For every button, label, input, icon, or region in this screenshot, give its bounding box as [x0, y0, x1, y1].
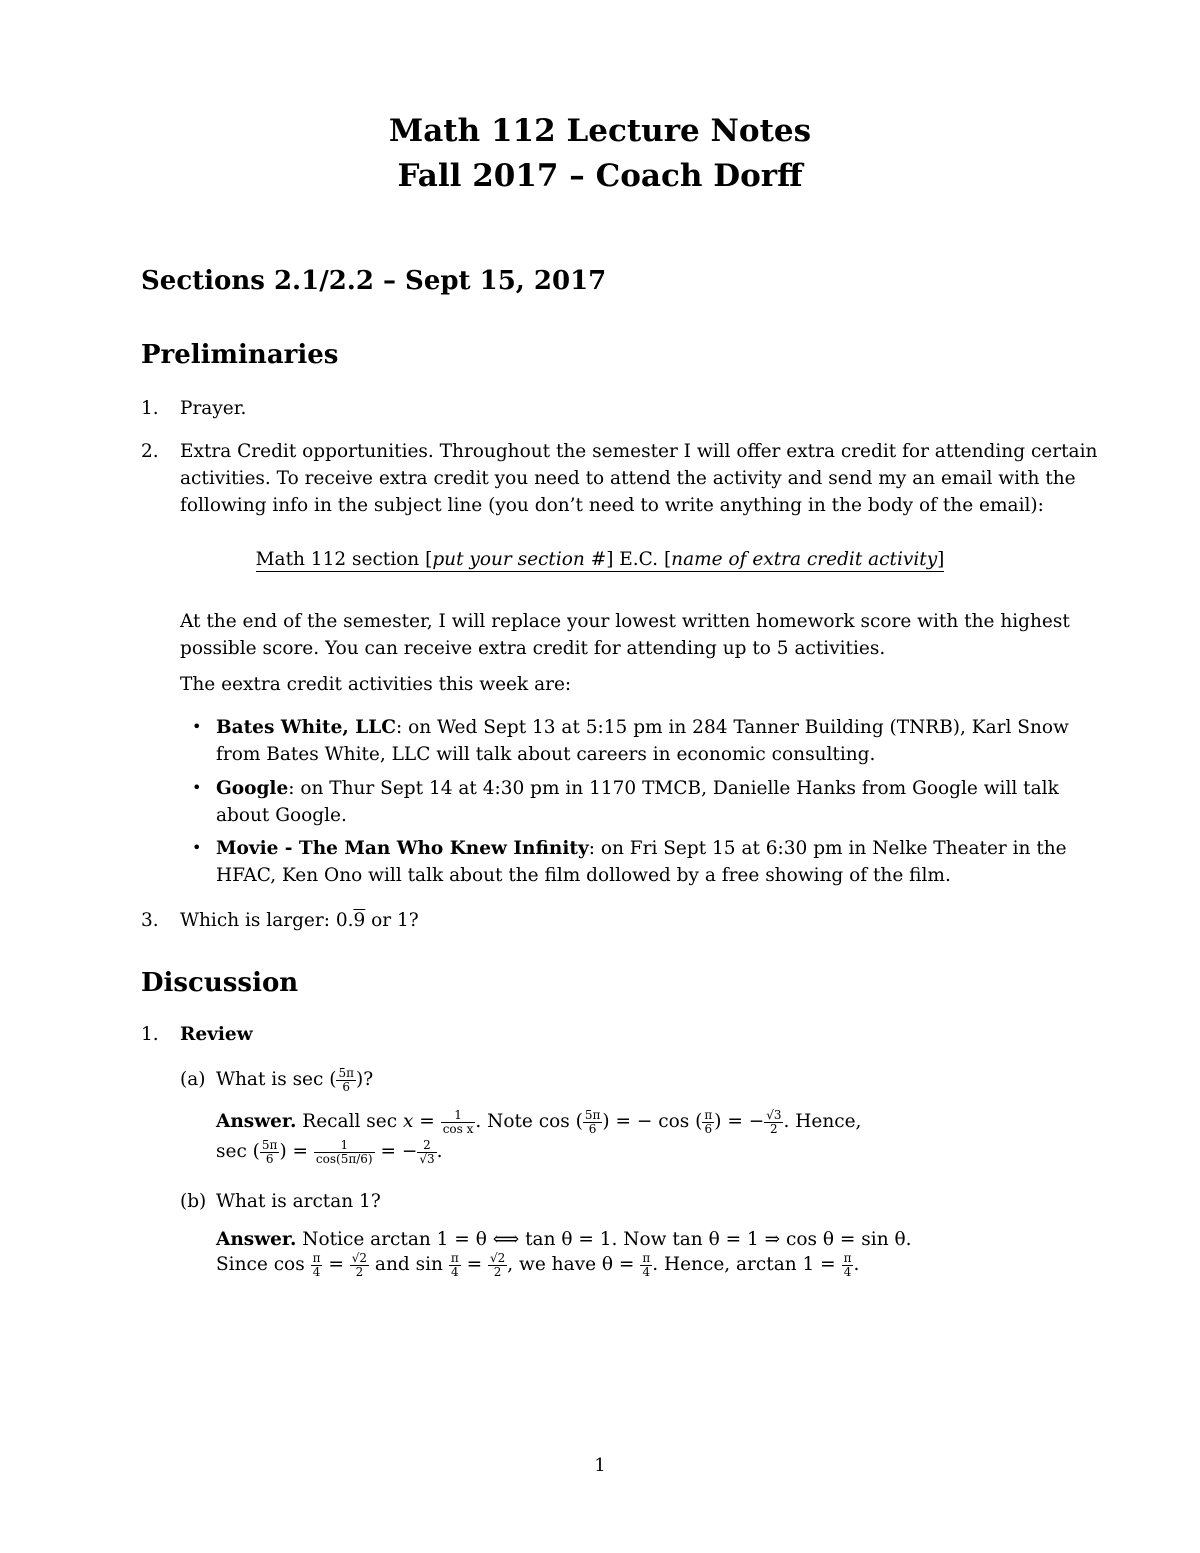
activity-google — [216, 775, 1059, 802]
answer-a-line-1: Answer. Recall sec x = $\frac{1}{\text{cos x}}$ . Note cos ( $\frac{5\pi}{6}$ ) = − cos ( $\frac{\pi}{6}$ ) = − $\frac{√3}{2}$ . Hence, — [216, 1107, 862, 1136]
activity-details: : on Thur Sept 14 at 4:30 pm in 1170 TMCB, Danielle Hanks from Google will talk — [288, 778, 1059, 799]
list-number: 1. — [141, 398, 159, 419]
fraction: $\frac{\pi}{4}$ — [450, 1250, 459, 1279]
fraction: $\frac{2}{√3}$ — [419, 1137, 435, 1166]
answer-a-line-2: sec ( $\frac{5\pi}{6}$ ) = $\frac{1}{\cos(5\pi/6)}$ = − $\frac{2}{√3}$ . — [216, 1137, 443, 1166]
replace-score-line-2: possible score. You can receive extra credit for attending up to 5 activities. — [180, 638, 886, 659]
activity-movie — [216, 835, 1067, 862]
which-larger-suffix: or 1? — [365, 910, 419, 931]
bullet-icon: • — [192, 838, 202, 857]
answer-b-text: Notice arctan 1 = θ ⟺ tan θ = 1. Now tan θ = 1 ⇒ cos θ = sin θ. — [302, 1229, 912, 1250]
fraction: $\frac{5\pi}{6}$ — [338, 1065, 355, 1094]
list-number: 3. — [141, 910, 159, 931]
activity-movie-line-2: HFAC, Ken Ono will talk about the film dollowed by a free showing of the film. — [216, 865, 951, 886]
which-larger-prefix: Which is larger: 0. — [180, 910, 354, 931]
question-a-text: What is sec — [216, 1069, 324, 1090]
list-number: 2. — [141, 441, 159, 462]
fraction: $\frac{1}{\cos(5\pi/6)}$ — [315, 1137, 373, 1166]
answer-b-and-sin: and sin — [374, 1254, 443, 1275]
subject-prefix: Math 112 section [ — [255, 549, 433, 570]
fraction: $\frac{\pi}{4}$ — [312, 1250, 321, 1279]
activity-details: : on Wed Sept 13 at 5:15 pm in 284 Tanner Building (TNRB), Karl Snow — [396, 717, 1069, 738]
document-subtitle: Fall 2017 – Coach Dorff — [397, 158, 803, 194]
document-title: Math 112 Lecture Notes — [388, 113, 812, 149]
question-a-label: (a) — [180, 1069, 206, 1090]
answer-a-note: Note cos — [487, 1111, 570, 1132]
discussion-heading: Discussion — [141, 968, 299, 998]
page-number: 1 — [594, 1455, 606, 1476]
fraction: $\frac{5\pi}{6}$ — [261, 1137, 278, 1166]
activity-name: Bates White, LLC — [216, 717, 396, 738]
activity-bates-white — [216, 714, 1069, 741]
answer-b-line-1 — [216, 1226, 912, 1253]
fraction: $\frac{\pi}{4}$ — [843, 1250, 852, 1279]
list-item-prayer: Prayer. — [180, 398, 247, 419]
answer-a-hence: Hence, — [795, 1111, 862, 1132]
activity-google-line-2: about Google. — [216, 805, 347, 826]
subject-suffix: ] — [937, 549, 945, 570]
activity-name: Movie - The Man Who Knew Infinity — [216, 838, 589, 859]
answer-a-recall: Recall sec — [302, 1111, 398, 1132]
subject-middle: ] E.C. [ — [606, 549, 672, 570]
preliminaries-heading: Preliminaries — [141, 340, 339, 370]
question-b-label: (b) — [180, 1191, 207, 1212]
fraction: $\frac{1}{\text{cos x}}$ — [442, 1107, 474, 1136]
fraction: $\frac{√3}{2}$ — [766, 1107, 782, 1136]
activity-details: : on Fri Sept 15 at 6:30 pm in Nelke Theater in the — [588, 838, 1067, 859]
activity-name: Google — [216, 778, 289, 799]
fraction: $\frac{\pi}{4}$ — [642, 1250, 651, 1279]
answer-label: Answer. — [216, 1111, 297, 1132]
extra-credit-line-2: activities. To receive extra credit you need to attend the activity and send my an email with the — [180, 468, 1076, 489]
answer-b-hence: . Hence, arctan 1 = — [652, 1254, 836, 1275]
subject-section-placeholder: put your section # — [432, 549, 607, 570]
question-b: What is arctan 1? — [216, 1191, 381, 1212]
extra-credit-line-3: following info in the subject line (you don’t need to write anything in the body of the email): — [180, 495, 1044, 516]
fraction: $\frac{√2}{2}$ — [489, 1250, 506, 1279]
answer-b-since: Since cos — [216, 1254, 305, 1275]
answer-b-line-2: Since cos $\frac{\pi}{4}$ = $\frac{√2}{2}$ and sin $\frac{\pi}{4}$ = $\frac{√2}{2}$ , we have θ = $\frac{\pi}{4}$ . Hence, arctan 1 = $\frac{\pi}{4}$ . — [216, 1250, 860, 1279]
fraction: $\frac{5\pi}{6}$ — [584, 1107, 601, 1136]
bullet-icon: • — [192, 778, 202, 797]
answer-b-we-have: , we have θ = — [507, 1254, 635, 1275]
activity-bates-white-line-2: from Bates White, LLC will talk about careers in economic consulting. — [216, 744, 876, 765]
answer-label: Answer. — [216, 1229, 297, 1250]
extra-credit-line-1: Extra Credit opportunities. Throughout the semester I will offer extra credit for attending certain — [180, 441, 1098, 462]
replace-score-line-1: At the end of the semester, I will replace your lowest written homework score with the highest — [180, 611, 1070, 632]
section-heading: Sections 2.1/2.2 – Sept 15, 2017 — [141, 266, 607, 296]
list-number: 1. — [141, 1024, 159, 1045]
repeating-digit: 9 — [353, 910, 366, 931]
activities-intro: The eextra credit activities this week are: — [180, 674, 572, 695]
email-subject-format — [0, 549, 1200, 572]
subject-activity-placeholder: name of extra credit activity — [671, 549, 938, 570]
fraction: $\frac{√2}{2}$ — [351, 1250, 368, 1279]
email-subject-underlined — [256, 549, 945, 572]
review-label: Review — [180, 1024, 253, 1045]
fraction: $\frac{\pi}{6}$ — [704, 1107, 713, 1136]
list-item-which-larger — [180, 907, 419, 934]
question-a: What is sec ( $\frac{5\pi}{6}$ )? — [216, 1065, 374, 1094]
bullet-icon: • — [192, 717, 202, 736]
